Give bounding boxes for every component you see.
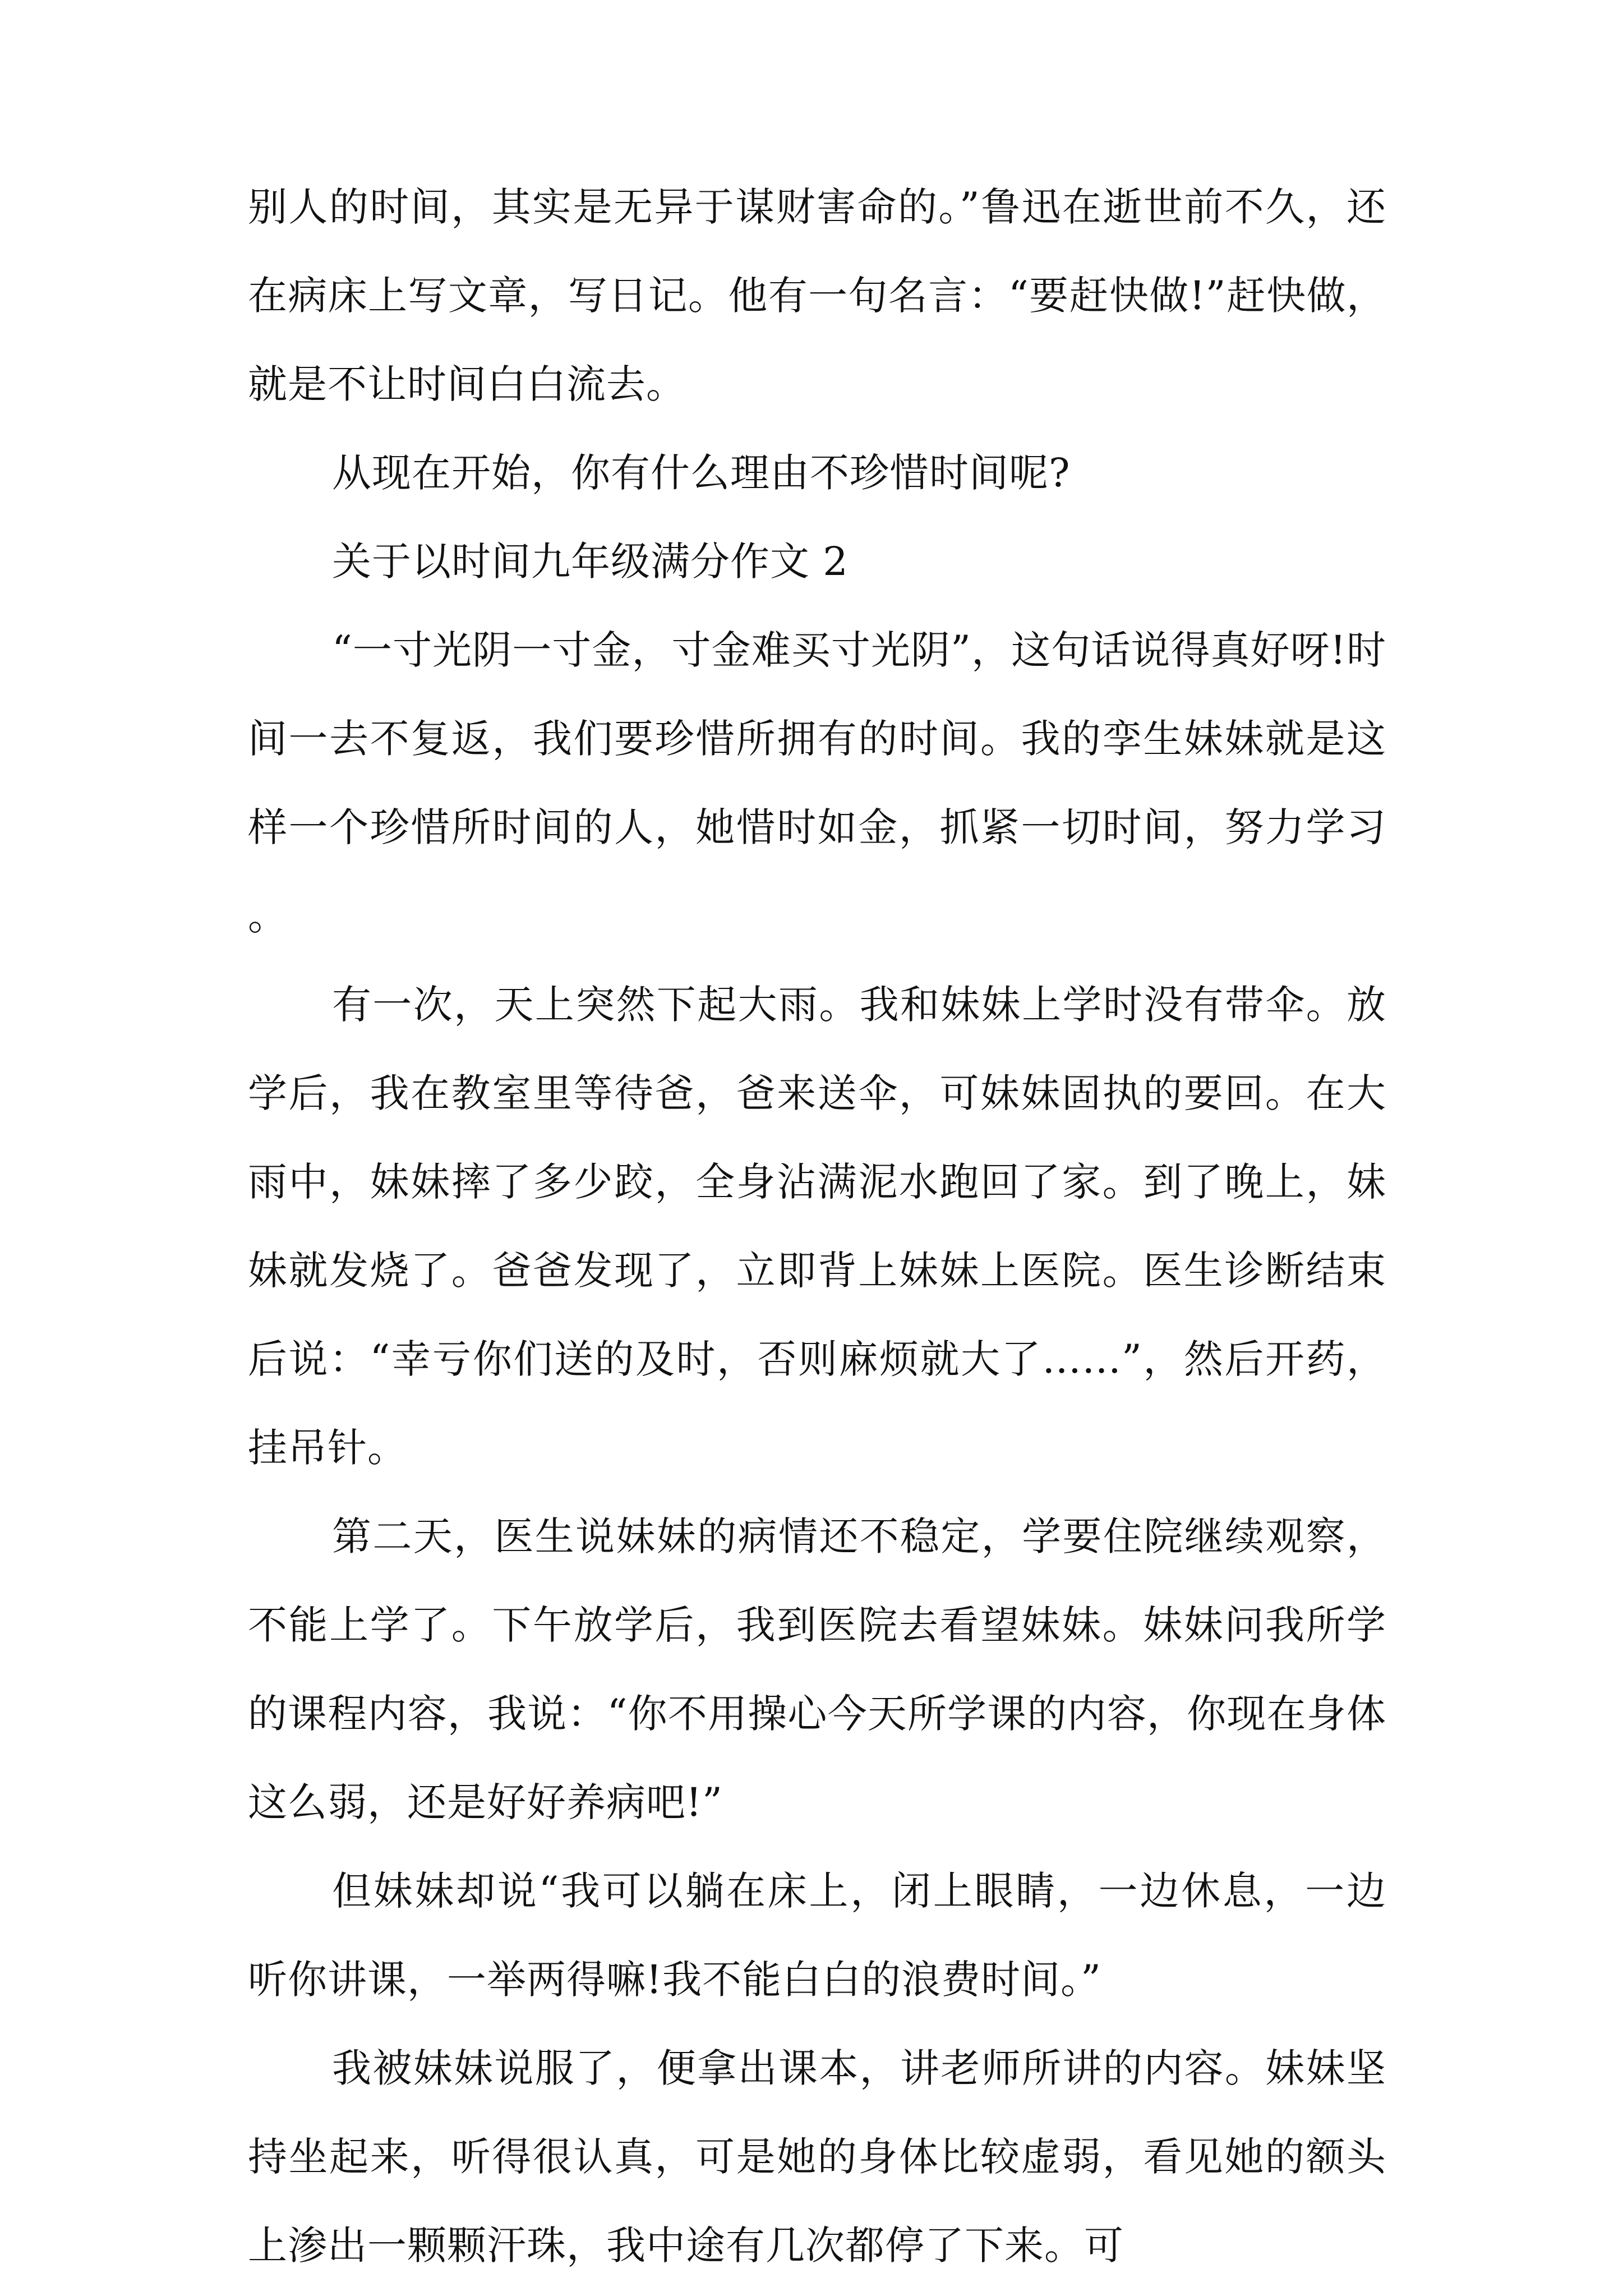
paragraph-continuation: 别人的时间，其实是无异于谋财害命的。”鲁迅在逝世前不久，还在病床上写文章，写日记。他有一句名言：“要赶快做!”赶快做，就是不让时间白白流去。 [248,184,1386,407]
paragraph-question: 从现在开始，你有什么理由不珍惜时间呢? [332,450,1071,496]
paragraph-lesson: 我被妹妹说服了，便拿出课本，讲老师所讲的内容。妹妹坚持坐起来，听得很认真，可是她的身体比较虚弱，看见她的额头上渗出一颗颗汗珠，我中途有几次都停了下来。可 [248,2045,1386,2269]
paragraph-sister-reply: 但妹妹却说“我可以躺在床上，闭上眼睛，一边休息，一边听你讲课，一举两得嘛!我不能白白的浪费时间。” [248,1868,1386,2003]
document-body [248,163,1386,2290]
essay-title: 关于以时间九年级满分作文 2 [332,539,849,585]
paragraph-intro: “一寸光阴一寸金，寸金难买寸光阴”，这句话说得真好呀!时间一去不复返，我们要珍惜所拥有的时间。我的孪生妹妹就是这样一个珍惜所时间的人，她惜时如金，抓紧一切时间，努力学习。 [248,627,1386,939]
paragraph-hospital: 第二天，医生说妹妹的病情还不稳定，学要住院继续观察，不能上学了。下午放学后，我到医院去看望妹妹。妹妹问我所学的课程内容，我说：“你不用操心今天所学课的内容，你现在身体这么弱，还是好好养病吧!” [248,1513,1386,1825]
paragraph-rain-story: 有一次，天上突然下起大雨。我和妹妹上学时没有带伞。放学后，我在教室里等待爸，爸来送伞，可妹妹固执的要回。在大雨中，妹妹摔了多少跤，全身沾满泥水跑回了家。到了晚上，妹妹就发烧了。爸爸发现了，立即背上妹妹上医院。医生诊断结束后说：“幸亏你们送的及时，否则麻烦就大了……”，然后开药，挂吊针。 [248,982,1386,1471]
